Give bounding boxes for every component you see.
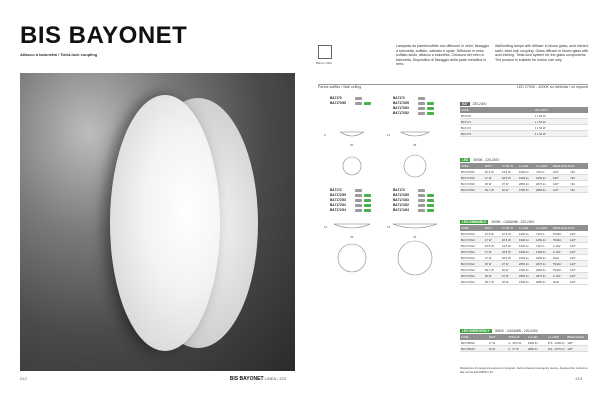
table-led-dimmable-cell: 2650 lm: [535, 267, 546, 272]
table-emergency-cell: BA7159G5: [461, 346, 475, 351]
table-led-dimmable-cell: BA7170G3: [461, 231, 475, 236]
table-led-dimmable-cell: TRIAC: [552, 261, 562, 266]
table-led-dimmable-cell: 18,5 W: [501, 255, 511, 260]
table-e27-rows: [460, 113, 588, 137]
drawing-code: BA7170: [330, 96, 342, 100]
drawing-code-item: [330, 101, 371, 106]
description-italian: [396, 44, 491, 67]
drawing-badges: [418, 204, 434, 208]
table-led-dimmable-cell: 13,5 W: [501, 243, 511, 248]
table-emergency-cell: 3 - 27 W: [508, 346, 519, 351]
table-led-dimmable-cell: 120°: [570, 237, 576, 242]
table-emergency-cell: 2650 lm: [527, 346, 538, 351]
dimension-height: 9: [324, 133, 326, 137]
table-led-col-header: CRI: [570, 164, 575, 168]
lamp-profile-line: [340, 132, 363, 136]
drawing-badges: [355, 199, 371, 203]
table-led: [460, 157, 588, 193]
table-emergency-col-header: TOTAL W: [508, 335, 520, 339]
description-english: [495, 44, 590, 62]
light-source-badge: [427, 204, 434, 208]
light-source-badge: [418, 189, 425, 193]
table-led-cell: BA7174G5: [461, 187, 475, 192]
table-led-dimmable-cell: 120°: [570, 279, 576, 284]
table-led-cell: 40 W: [501, 187, 509, 192]
table-led-cell: 120°: [552, 169, 559, 174]
table-led-dimmable-cell: 10,5 W: [484, 243, 494, 248]
light-source-badge: [418, 199, 425, 203]
table-led-dimmable-col-header: TOTAL W: [501, 226, 514, 230]
drawing-code: BA7172G2: [330, 203, 346, 207]
section-label: Parete soffitto / Wall ceiling: [318, 85, 362, 89]
drawing-code-list: [393, 96, 434, 116]
table-led-dimmable-cell: 710 lm: [535, 243, 545, 248]
table-led-cell: 710 lm: [535, 169, 545, 174]
table-e27-cell: 1 x 52 W: [534, 119, 546, 124]
table-led-dimmable-cell: 10,5 W: [484, 231, 494, 236]
table-led-dimmable-cell: 1250 lm: [535, 237, 546, 242]
drawing-badges: [418, 97, 425, 101]
drawing-badges: [418, 112, 434, 116]
table-e27-col-header: CODE: [461, 108, 469, 112]
dimension-height: 11: [387, 133, 391, 137]
footer-brand-name: BIS BAYONET: [229, 376, 264, 382]
footer-brand: [230, 376, 286, 382]
table-e27-cell: 2 x 52 W: [534, 125, 546, 130]
drawing-badges: [418, 194, 434, 198]
light-source-badge: [364, 194, 371, 198]
table-led-cell: 1900 lm: [518, 175, 529, 180]
lamp-section-drawing: [385, 116, 445, 196]
drawing-code: BA7172: [330, 188, 342, 192]
table-led-dimmable-cell: DALI: [552, 279, 560, 284]
table-led-dimmable-cell: BA7172G2: [461, 261, 475, 266]
lamp-section-drawing: [385, 208, 445, 288]
table-led-dimmable-col-header: Lm LAMP: [535, 226, 548, 230]
table-led-dimmable-cell: 1-10V: [552, 273, 561, 278]
table-led-dimmable-cell: 120°: [570, 267, 576, 272]
drawing-code: BA7172G5: [330, 193, 346, 197]
table-led-dimmable-cell: 120°: [570, 249, 576, 254]
table-led-col-header: Lm LAMP: [535, 164, 548, 168]
page-number-right: 213: [575, 376, 582, 381]
table-e27-tag: E27: [462, 102, 468, 106]
table-led-caption: 3000K - 220-240V: [473, 158, 500, 162]
drawing-badges: [418, 102, 434, 106]
table-emergency-cell: 3 - 18,5 W: [508, 340, 522, 345]
table-emergency-caption: 3000K - CASAMBI - 220-240V: [494, 329, 538, 333]
dimension-height: 12: [324, 225, 328, 229]
table-emergency-cell: 17 W: [488, 340, 496, 345]
table-led-cell: 1250 lm: [535, 175, 546, 180]
table-led-dimmable-col-header: WATT: [484, 226, 492, 230]
table-led-dimmable-cell: 27 W: [501, 261, 509, 266]
drawing-code: BA7172G4: [330, 208, 346, 212]
table-emergency-row: [460, 346, 588, 352]
table-led-rows: [460, 169, 588, 193]
table-led-dimmable: [460, 219, 588, 285]
table-led-col-header: TOTAL W: [501, 164, 514, 168]
table-emergency: [460, 328, 588, 352]
table-led-dimmable-cell: 36,7 W: [484, 279, 494, 284]
table-e27-cell: 3 x 52 W: [534, 131, 546, 136]
table-led-cell: 1100 lm: [518, 169, 529, 174]
drawing-badges: [355, 194, 371, 198]
table-led-cell: 3700 lm: [518, 187, 529, 192]
table-led-dimmable-cell: BA7174G2: [461, 273, 475, 278]
drawing-code: BA7174G3: [393, 198, 409, 202]
light-source-badge: [427, 199, 434, 203]
light-source-badge: [418, 97, 425, 101]
table-led-tag: LED: [462, 158, 469, 162]
table-led-dimmable-cell: 1900 lm: [518, 255, 529, 260]
table-emergency-cell: 120°: [567, 340, 574, 345]
dimension-diameter: 28: [413, 143, 417, 147]
light-source-badge: [355, 102, 362, 106]
table-led-dimmable-cell: 17 W: [484, 249, 492, 254]
table-led-cell: 2650 lm: [535, 187, 546, 192]
table-led-cell: 2070 lm: [535, 181, 546, 186]
footer-brand-sub: LINEA / 223: [264, 376, 286, 381]
table-emergency-cell: BA7156G5: [461, 340, 475, 345]
description-english-text: Wall/ceiling lamps with diffuser in blown glass, acid etched, satin, twist lock coupling. Glass diffuser in blown glass with acid etching. Twist-lock system for the glass components. The product is suitable for indoor use only.: [495, 44, 589, 62]
table-emergency-cell: 25 W: [488, 346, 496, 351]
table-led-dimmable-cell: 12,5 W: [501, 231, 511, 236]
light-source-badge: [355, 204, 362, 208]
product-title: BIS BAYONET: [20, 22, 188, 49]
dimension-diameter: 35: [350, 235, 354, 239]
drawing-badges: [355, 204, 371, 208]
table-led-dimmable-col-header: BEAM ANGLE: [552, 226, 570, 230]
table-led-dimmable-cell: BA7173G2: [461, 249, 475, 254]
table-led-dimmable-cell: BA7174G3: [461, 267, 475, 272]
light-source-badge: [355, 97, 362, 101]
lamp-profile-line: [334, 224, 370, 228]
table-led-cell: 10,5 W: [484, 169, 494, 174]
table-led-dimmable-cell: 710 lm: [535, 231, 545, 236]
table-led-dimmable-cell: 1900 lm: [518, 237, 529, 242]
drawing-badges: [355, 189, 362, 193]
table-led-dimmable-caption: 3000K - CASAMBI - 220-240V: [491, 220, 535, 224]
table-led-col-header: WATT: [484, 164, 492, 168]
table-emergency-col-header: WATT: [488, 335, 496, 339]
table-led-dimmable-cell: 18,5 W: [501, 237, 511, 242]
table-led-dimmable-rows: [460, 231, 588, 285]
table-led-dimmable-cell: 1250 lm: [535, 249, 546, 254]
light-source-badge: [418, 194, 425, 198]
table-emergency-cell: 120°: [567, 346, 574, 351]
table-led-dimmable-cell: 1250 lm: [535, 255, 546, 260]
light-source-badge: [364, 199, 371, 203]
table-e27-cell: BA7171: [461, 119, 471, 124]
table-emergency-tag: LED EMERGENCY: [462, 329, 490, 333]
table-e27-cell: BA7172: [461, 125, 471, 130]
table-led-cell: >90: [570, 175, 575, 180]
drawing-code: BA7174G2: [393, 203, 409, 207]
light-source-badge: [427, 102, 434, 106]
table-led-dimmable-cell: 2070 lm: [535, 273, 546, 278]
table-led-dimmable-cell: 25 W: [484, 261, 492, 266]
table-emergency-col-header: Lm LED: [527, 335, 538, 339]
table-led-col-header: Lm LED: [518, 164, 529, 168]
light-source-badge: [418, 112, 425, 116]
table-emergency-cell: 470 - 1250 lm: [547, 340, 565, 345]
light-source-badge: [418, 102, 425, 106]
light-source-badge: [418, 204, 425, 208]
table-emergency-cell: 1900 lm: [527, 340, 538, 345]
table-emergency-col-header: Lm LAMP: [547, 335, 560, 339]
table-led-dimmable-cell: 120°: [570, 273, 576, 278]
table-led-cell: 17 W: [484, 175, 492, 180]
table-led-col-header: CODE: [461, 164, 469, 168]
table-e27-cell: BA7170: [461, 113, 471, 118]
drawing-code: BA7173: [393, 96, 405, 100]
table-e27-caption: 230-240V: [472, 102, 487, 106]
drawing-code: BA7174G5: [393, 193, 409, 197]
drawing-badges: [418, 189, 425, 193]
drawing-code: BA7174G4: [393, 208, 409, 212]
table-led-dimmable-cell: 120°: [570, 255, 576, 260]
dimension-height: 15: [387, 225, 391, 229]
drawing-code: BA7170G5: [330, 101, 346, 105]
light-source-badge: [355, 189, 362, 193]
table-led-dimmable-col-header: CRI: [570, 226, 575, 230]
table-emergency-cell: 210 - 2070 lm: [547, 346, 565, 351]
product-photo: [20, 73, 295, 371]
table-emergency-col-header: CODE: [461, 335, 469, 339]
drawing-code: BA7172G3: [330, 198, 346, 202]
lamp-section-drawing: [322, 208, 382, 288]
right-page: [300, 0, 600, 400]
table-led-dimmable-cell: 17 W: [484, 237, 492, 242]
lamp-top-view-circle: [398, 241, 432, 275]
table-led-dimmable-cell: 40 W: [501, 279, 509, 284]
table-led-dimmable-cell: 18,5 W: [501, 249, 511, 254]
drawing-code: BA7173G2: [393, 111, 409, 115]
table-led-dimmable-cell: 2650 lm: [518, 261, 529, 266]
light-source-badge: [364, 204, 371, 208]
lamp-profile-line: [401, 132, 430, 136]
table-led-cell: BA7172G5: [461, 181, 475, 186]
table-e27-col-header: MAX WATT: [534, 108, 548, 112]
light-source-badge: [364, 102, 371, 106]
table-led-dimmable-cell: 3700 lm: [518, 267, 529, 272]
table-led-dimmable-cell: TRIAC: [552, 267, 562, 272]
emergency-note: Dispositivo d'emergenza autonomo integrato. Self-contained emergency device. Apparecchio conforme alla norma EN 60598-2-22.: [460, 366, 588, 374]
light-source-badge: [355, 199, 362, 203]
lamp-top-view-circle: [343, 157, 361, 175]
drawing-badges: [355, 97, 362, 101]
table-led-dimmable-cell: 2070 lm: [535, 261, 546, 266]
table-led-dimmable-cell: 1100 lm: [518, 243, 529, 248]
drawing-code: BA7173G5: [393, 101, 409, 105]
table-led-dimmable-cell: 25 W: [484, 273, 492, 278]
table-led-dimmable-col-header: CODE: [461, 226, 469, 230]
table-led-cell: 36,7 W: [484, 187, 494, 192]
table-led-dimmable-cell: 120°: [570, 243, 576, 248]
table-led-dimmable-cell: BA7173G3: [461, 237, 475, 242]
finish-label: Bianco Matt: [316, 61, 332, 65]
table-led-cell: BA7170G5: [461, 169, 475, 174]
table-led-cell: >90: [570, 187, 575, 192]
dimension-diameter: 43: [413, 235, 417, 239]
page-number-left: 212: [20, 376, 27, 381]
table-led-col-header: BEAM ANGLE: [552, 164, 570, 168]
table-led-dimmable-cell: 27 W: [501, 273, 509, 278]
lamp-profile-line: [393, 224, 437, 228]
table-led-cell: 120°: [552, 187, 559, 192]
drawing-badges: [418, 199, 434, 203]
light-source-badge: [427, 107, 434, 111]
table-led-cell: 13,5 W: [501, 169, 511, 174]
lamp-top-view-circle: [404, 155, 426, 177]
description-italian-text: Lampada da parete/soffitto con diffusore in vetro, fissaggio a baionetta, soffiato, satinato e opale. Diffusore in vetro soffiato acido, attacco a baionetta. Chiusura del vetro a baionetta. Dispositivo di fissaggio della parte metallica in nero.: [396, 44, 490, 67]
table-led-dimmable-cell: 3700 lm: [518, 279, 529, 284]
table-led-dimmable-cell: 36,7 W: [484, 267, 494, 272]
dimension-diameter: 20: [350, 143, 354, 147]
light-source-badge: [355, 194, 362, 198]
finish-swatch-white: [318, 45, 332, 59]
table-led-cell: 18,5 W: [501, 175, 511, 180]
table-led-dimmable-cell: 1-10V: [552, 249, 561, 254]
table-led-dimmable-cell: BA7174G4: [461, 279, 475, 284]
light-source-badge: [427, 112, 434, 116]
drawing-badges: [418, 107, 434, 111]
table-led-cell: 120°: [552, 175, 559, 180]
table-led-dimmable-tag: LED DIMMABLE: [462, 220, 487, 224]
table-emergency-rows: [460, 340, 588, 352]
table-led-dimmable-cell: 1-10V: [552, 243, 561, 248]
drawing-code: BA7174: [393, 188, 405, 192]
table-e27: [460, 101, 588, 137]
table-led-cell: >90: [570, 169, 575, 174]
table-led-dimmable-cell: BA7172G3: [461, 243, 475, 248]
table-led-dimmable-cell: 2650 lm: [518, 273, 529, 278]
table-led-dimmable-col-header: Lm LED: [518, 226, 529, 230]
table-led-cell: 25 W: [484, 181, 492, 186]
table-led-dimmable-cell: TRIAC: [552, 237, 562, 242]
drawing-code: BA7173G3: [393, 106, 409, 110]
table-led-dimmable-cell: 120°: [570, 231, 576, 236]
table-led-dimmable-cell: 17 W: [484, 255, 492, 260]
table-led-dimmable-cell: BA7172G3: [461, 255, 475, 260]
table-led-dimmable-cell: 2650 lm: [535, 279, 546, 284]
table-led-dimmable-cell: TRIAC: [552, 231, 562, 236]
table-e27-row: [460, 131, 588, 137]
table-e27-cell: BA7173: [461, 131, 471, 136]
light-source-badge: [418, 107, 425, 111]
lamp-section-drawing: [322, 116, 382, 196]
table-e27-cell: 1 x 52 W: [534, 113, 546, 118]
lamp-diffuser: [110, 95, 220, 351]
table-led-row: [460, 187, 588, 193]
drawing-badges: [355, 102, 371, 106]
drawing-code-list: [330, 96, 371, 106]
table-led-cell: >90: [570, 181, 575, 186]
table-led-cell: 120°: [552, 181, 559, 186]
table-led-dimmable-cell: 120°: [570, 261, 576, 266]
section-led-note: LED 2700K - 4000K su richiesta / on request: [516, 85, 588, 89]
table-led-cell: BA7173G5: [461, 175, 475, 180]
table-led-dimmable-row: [460, 279, 588, 285]
table-led-dimmable-cell: DALI: [552, 255, 560, 260]
table-led-dimmable-cell: 40 W: [501, 267, 509, 272]
lamp-top-view-circle: [338, 244, 366, 272]
light-source-badge: [427, 194, 434, 198]
table-led-cell: 2650 lm: [518, 181, 529, 186]
table-led-dimmable-cell: 1100 lm: [518, 231, 529, 236]
table-led-cell: 27 W: [501, 181, 509, 186]
table-led-dimmable-cell: 1900 lm: [518, 249, 529, 254]
table-emergency-col-header: BEAM ANGLE: [567, 335, 585, 339]
product-subtitle: Attacco a baionetta / Twist-lock coupling: [20, 52, 98, 57]
